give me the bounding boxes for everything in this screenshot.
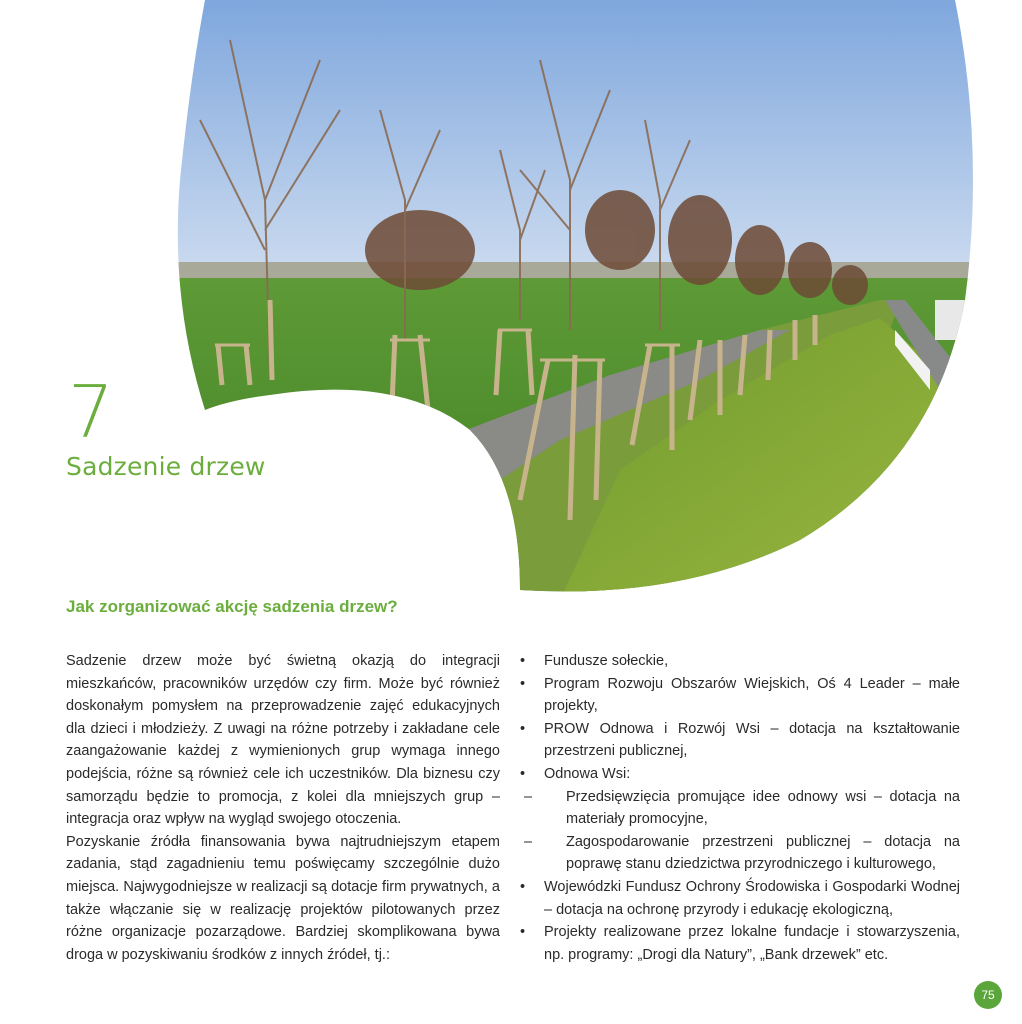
chapter-number: 7 <box>68 370 114 454</box>
list-item: • Fundusze sołeckie, <box>520 650 960 673</box>
sub-list-item: – Przedsięwzięcia promujące idee odnowy wsi – dotacja na materiały promocyjne, <box>520 786 960 831</box>
right-column <box>520 650 960 966</box>
paragraph: Pozyskanie źródła finansowania bywa najtrudniejszym etapem zadania, stąd zagadnieniu temu poświęcamy szczególnie dużo miejsca. Najwygodniejsze w realizacji są dotacje firm prywatnych, a także włączanie się w realizację projektów pilotowanych przez różne organizacje pozarządowe. Bardziej skomplikowana bywa droga w pozyskiwaniu środków z innych źródeł, tj.: <box>66 833 500 963</box>
funding-list <box>520 650 960 966</box>
list-item: • Wojewódzki Fundusz Ochrony Środowiska i Gospodarki Wodnej – dotacja na ochronę przyrody i edukację ekologiczną, <box>520 876 960 921</box>
chapter-title: Sadzenie drzew <box>66 452 266 481</box>
sub-list-item: – Zagospodarowanie przestrzeni publicznej – dotacja na poprawę stanu dziedzictwa przyrodniczego i kulturowego, <box>520 831 960 876</box>
list-item: • PROW Odnowa i Rozwój Wsi – dotacja na kształtowanie przestrzeni publicznej, <box>520 718 960 763</box>
left-column <box>66 650 500 966</box>
list-item: • Projekty realizowane przez lokalne fundacje i stowarzyszenia, np. programy: „Drogi dla Natury”, „Bank drzewek” etc. <box>520 921 960 966</box>
page-number-badge: 75 <box>974 981 1002 1009</box>
list-item: • Program Rozwoju Obszarów Wiejskich, Oś 4 Leader – małe projekty, <box>520 673 960 718</box>
section-heading: Jak zorganizować akcję sadzenia drzew? <box>66 597 398 616</box>
list-item: • Odnowa Wsi: <box>520 763 960 786</box>
paragraph: Sadzenie drzew może być świetną okazją do integracji mieszkańców, pracowników urzędów czy firm. Może być również doskonałym pomysłem na przeprowadzenie zajęć edukacyjnych dla dzieci i młodzieży. Z uwagi na różne potrzeby i zakładane cele zaangażowanie każdej z wymienionych grup wymaga innego podejścia, różne są również cele ich uczestników. Dla biznesu czy samorządu będzie to promocja, z kolei dla mniejszych grup – integracja oraz wpływ na wygląd swojego otoczenia. <box>66 653 500 828</box>
